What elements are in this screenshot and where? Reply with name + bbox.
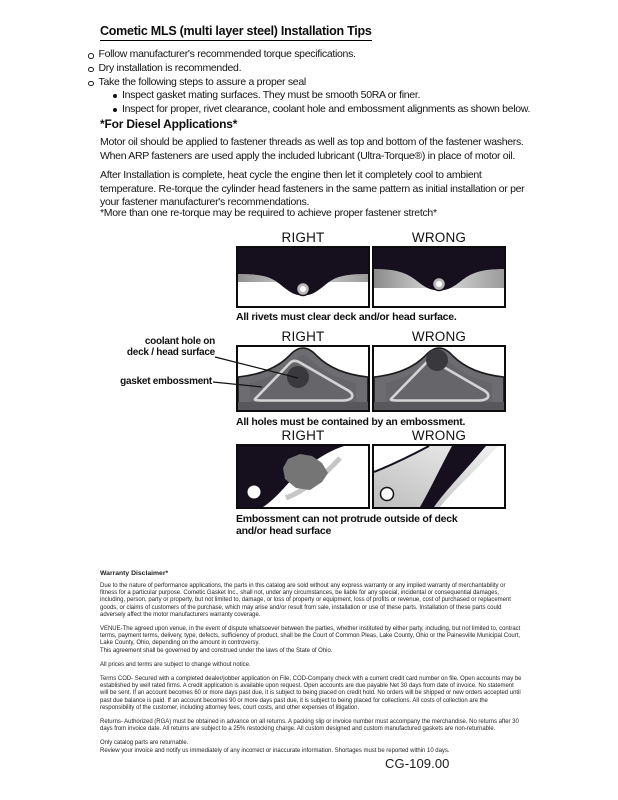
- bullet-text: Dry installation is recommended.: [98, 61, 242, 74]
- warranty-paragraph: [100, 719, 522, 733]
- warranty-heading: Warranty Disclaimer*: [100, 570, 169, 577]
- warranty-text: Due to the nature of performance applications, the parts in this catalog are sold without any express warranty or any implied warranty of merchantability or fitness for a particular purpose. Cometic Gasket Inc., shall not, under any circumstances, be liable for any special, incidental or consequential damages, including, person, party or property, but not limited to, damage, or loss of property or equipment, loss of profits or revenue, cost of purchased or replacement goods, or claims of customers of the purchase, which may arise and/or result from sale, installation or use of these parts. Installation of these parts could adversely affect the motor manufacturers warranty coverage.: [100, 583, 511, 618]
- bullet-item: [88, 76, 558, 90]
- diagram-caption-holes: All holes must be contained by an embossment.: [236, 416, 466, 428]
- wrong-label: WRONG: [411, 428, 467, 443]
- dot-bullet-icon: [113, 108, 117, 112]
- warranty-text: Returns- Authorized (RGA) must be obtained in advance on all returns. A packing slip or invoice number must accompany the merchandise. No returns after 30 days from invoice date. All returns are subject to a 25% restocking charge. All custom designed and custom manufactured gaskets are non-returnable.: [100, 719, 519, 733]
- wrong-label: WRONG: [411, 329, 467, 344]
- bullet-text: Inspect gasket mating surfaces. They must be smooth 50RA or finer.: [122, 89, 421, 102]
- diagram-right-column: [236, 230, 370, 308]
- bolt-hole-icon: [248, 486, 261, 499]
- diagram-caption-rivets: All rivets must clear deck and/or head surface.: [236, 311, 457, 323]
- circle-bullet-icon: [88, 53, 94, 59]
- hole-wrong-panel: [372, 345, 506, 412]
- bullet-item: [88, 48, 558, 62]
- bullet-item: [88, 62, 558, 76]
- diagram-wrong-column: [372, 428, 506, 509]
- sub-bullet-item: [113, 103, 558, 117]
- coolant-hole-label-line2: deck / head surface: [126, 346, 215, 358]
- warranty-text: This agreement shall be governed by and construed under the laws of the State of Ohio.: [100, 647, 333, 654]
- bullet-text: Take the following steps to assure a proper seal: [98, 75, 306, 88]
- diagram-wrong-column: [372, 329, 506, 412]
- leader-lines: [205, 350, 305, 392]
- coolant-hole-icon: [426, 349, 448, 371]
- right-label: RIGHT: [281, 329, 325, 344]
- gasket-embossment-label: gasket embossment: [120, 376, 212, 387]
- bullet-text: Follow manufacturer's recommended torque specifications.: [98, 48, 356, 60]
- circle-bullet-icon: [88, 67, 94, 73]
- tips-bullet-list: [88, 48, 558, 117]
- protrude-right-panel: [236, 444, 370, 509]
- protrude-wrong-panel: [372, 444, 506, 509]
- protrusion-right-art: [238, 446, 368, 507]
- coolant-hole-label: [95, 337, 215, 359]
- right-label: RIGHT: [281, 230, 325, 245]
- warranty-paragraph: [100, 740, 522, 754]
- warranty-paragraph: [100, 626, 522, 655]
- diesel-applications-heading: *For Diesel Applications*: [100, 117, 238, 131]
- warranty-paragraph: [100, 583, 522, 619]
- warranty-paragraph: [100, 662, 522, 669]
- warranty-text: All prices and terms are subject to change without notice.: [100, 661, 251, 668]
- warranty-paragraph: [100, 676, 522, 712]
- rivet-right-panel: [236, 246, 370, 308]
- warranty-text: Terms COD- Secured with a completed dealer/jobber application on File, COD-Company check with a current credit card number on file. Open accounts may be established by well rated firms. A credit application is available upon request. Open accounts are due payable Net 30 days from date of invoice. No statement will be sent. If an account becomes 60 or more days past due, it is subject to being placed on credit hold. No orders will be shipped or new orders accepted until past due balance is paid. If an account becomes 90 or more days past due, it is subject to being placed for collections. All costs of collection are the responsibility of the customer, including attorney fees, court costs, and other expenses of litigation.: [100, 676, 522, 711]
- diagram-wrong-column: [372, 230, 506, 308]
- diagram-right-column: [236, 428, 370, 509]
- right-label: RIGHT: [281, 428, 325, 443]
- coolant-hole-label-line1: coolant hole on: [144, 336, 215, 347]
- hole-contained-wrong-art: [374, 347, 504, 410]
- wrong-label: WRONG: [411, 230, 467, 245]
- diagram-embossment-protrusion: [236, 428, 506, 509]
- dot-bullet-icon: [113, 94, 117, 98]
- rivet-clear-right-art: [238, 248, 368, 306]
- rivet-clear-wrong-art: [374, 248, 504, 306]
- diesel-paragraph-2: After Installation is complete, heat cycle the engine then let it completely cool to ambient temperature. Re-torque the cylinder head fasteners in the same pattern as initial installation or per your fastener manufacturer's recommendations.: [100, 169, 525, 209]
- warranty-section: [100, 570, 522, 762]
- page-title: Cometic MLS (multi layer steel) Installation Tips: [100, 24, 372, 41]
- retorque-note: *More than one re-torque may be required to achieve proper fastener stretch*: [100, 207, 437, 219]
- diesel-paragraph-1: Motor oil should be applied to fastener threads as well as top and bottom of the fastener washers. When ARP fasteners are used apply the included lubricant (Ultra-Torque®) in place of motor oil.: [100, 136, 524, 162]
- warranty-text: Review your invoice and notify us immediately of any incorrect or inaccurate information. Shortages must be reported within 10 days.: [100, 747, 450, 754]
- circle-bullet-icon: [88, 81, 94, 87]
- bolt-hole-icon: [381, 488, 394, 501]
- protrusion-wrong-art: [374, 446, 504, 507]
- warranty-text: Only catalog parts are returnable.: [100, 740, 189, 747]
- diagram-rivet-clearance: [236, 230, 506, 308]
- diagram-caption-protrusion: Embossment can not protrude outside of deck and/or head surface: [236, 513, 458, 537]
- bullet-text: Inspect for proper, rivet clearance, coolant hole and embossment alignments as shown below.: [122, 103, 531, 116]
- rivet-wrong-panel: [372, 246, 506, 308]
- warranty-text: VENUE-The agreed upon venue, in the event of dispute whatsoever between the parties, whether instituted by either party, including, but not limited to, contract terms, payment terms, delivery, type, defects, sufficiency of product, shall be the Court of Common Pleas, Lake County, Ohio or the Painesville Municipal Court, Lake County, Ohio, depending on the amount in controversy.: [100, 626, 521, 647]
- sub-bullet-item: [113, 89, 558, 103]
- page-number: CG-109.00: [385, 756, 450, 771]
